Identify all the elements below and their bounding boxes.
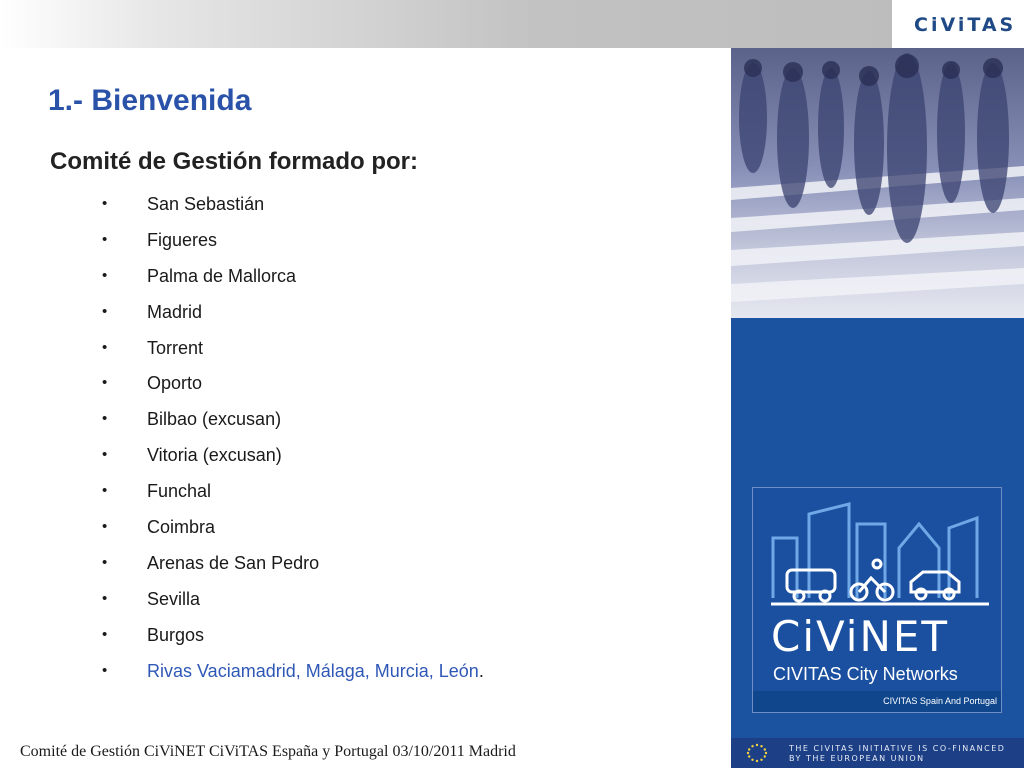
- slide-subtitle: Comité de Gestión formado por:: [50, 148, 419, 175]
- list-item: • Funchal: [102, 481, 212, 502]
- bullet-icon: •: [102, 446, 108, 464]
- list-item: • Oporto: [102, 373, 203, 394]
- list-item: • San Sebastián: [102, 194, 265, 214]
- list-item: • Sevilla: [102, 588, 201, 609]
- list-item: • Coimbra: [102, 517, 216, 538]
- civinet-wordmark: CiViNET: [771, 612, 950, 661]
- bullet-icon: •: [102, 625, 108, 643]
- civitas-logo: [892, 0, 1024, 48]
- logo-strip-text: CIVITAS Spain And Portugal: [883, 696, 997, 706]
- bullet-icon: •: [102, 482, 108, 500]
- civinet-subtitle: CIVITAS City Networks: [773, 664, 958, 684]
- footer-text: Comité de Gestión CiViNET CiViTAS España y Portugal 03/10/2011 Madrid: [20, 743, 516, 760]
- eu-banner: [731, 738, 1024, 768]
- bullet-icon: •: [102, 410, 108, 428]
- list-item: [102, 659, 484, 695]
- bullet-icon: •: [102, 302, 108, 320]
- list-item: • Torrent: [102, 337, 204, 358]
- list-item: • Arenas de San Pedro: [102, 552, 320, 573]
- eu-flag-icon: [739, 742, 775, 764]
- list-item: • Palma de Mallorca: [102, 265, 297, 286]
- list-item: • Bilbao (excusan): [102, 409, 282, 430]
- city-skyline-icon: [753, 488, 1001, 612]
- civinet-logo: [752, 487, 1002, 713]
- bullet-icon: •: [102, 661, 108, 679]
- logo-strip: [753, 691, 1001, 712]
- period: .: [478, 660, 484, 681]
- bullet-icon: •: [102, 195, 108, 212]
- bullet-icon: •: [102, 553, 108, 571]
- eu-text: THE CIVITAS INITIATIVE IS CO-FINANCED BY THE EUROPEAN UNION: [789, 744, 1006, 763]
- highlighted-cities: Rivas Vaciamadrid, Málaga, Murcia, León: [147, 660, 479, 681]
- bullet-icon: •: [102, 518, 108, 536]
- list-item: • Figueres: [102, 229, 218, 250]
- bullet-icon: •: [102, 374, 108, 392]
- bullet-icon: •: [102, 266, 108, 284]
- list-item: • Madrid: [102, 301, 203, 322]
- bullet-icon: •: [102, 230, 108, 248]
- civitas-logo-text: CiViTAS: [914, 14, 1017, 36]
- list-item: • Burgos: [102, 624, 205, 645]
- committee-list: [102, 192, 484, 694]
- pedestrians-photo: [731, 48, 1024, 318]
- bullet-icon: •: [102, 338, 108, 356]
- bullet-icon: •: [102, 589, 108, 607]
- header-bar: [0, 0, 892, 48]
- slide-title: 1.- Bienvenida: [48, 84, 252, 117]
- list-item: • Vitoria (excusan): [102, 445, 282, 466]
